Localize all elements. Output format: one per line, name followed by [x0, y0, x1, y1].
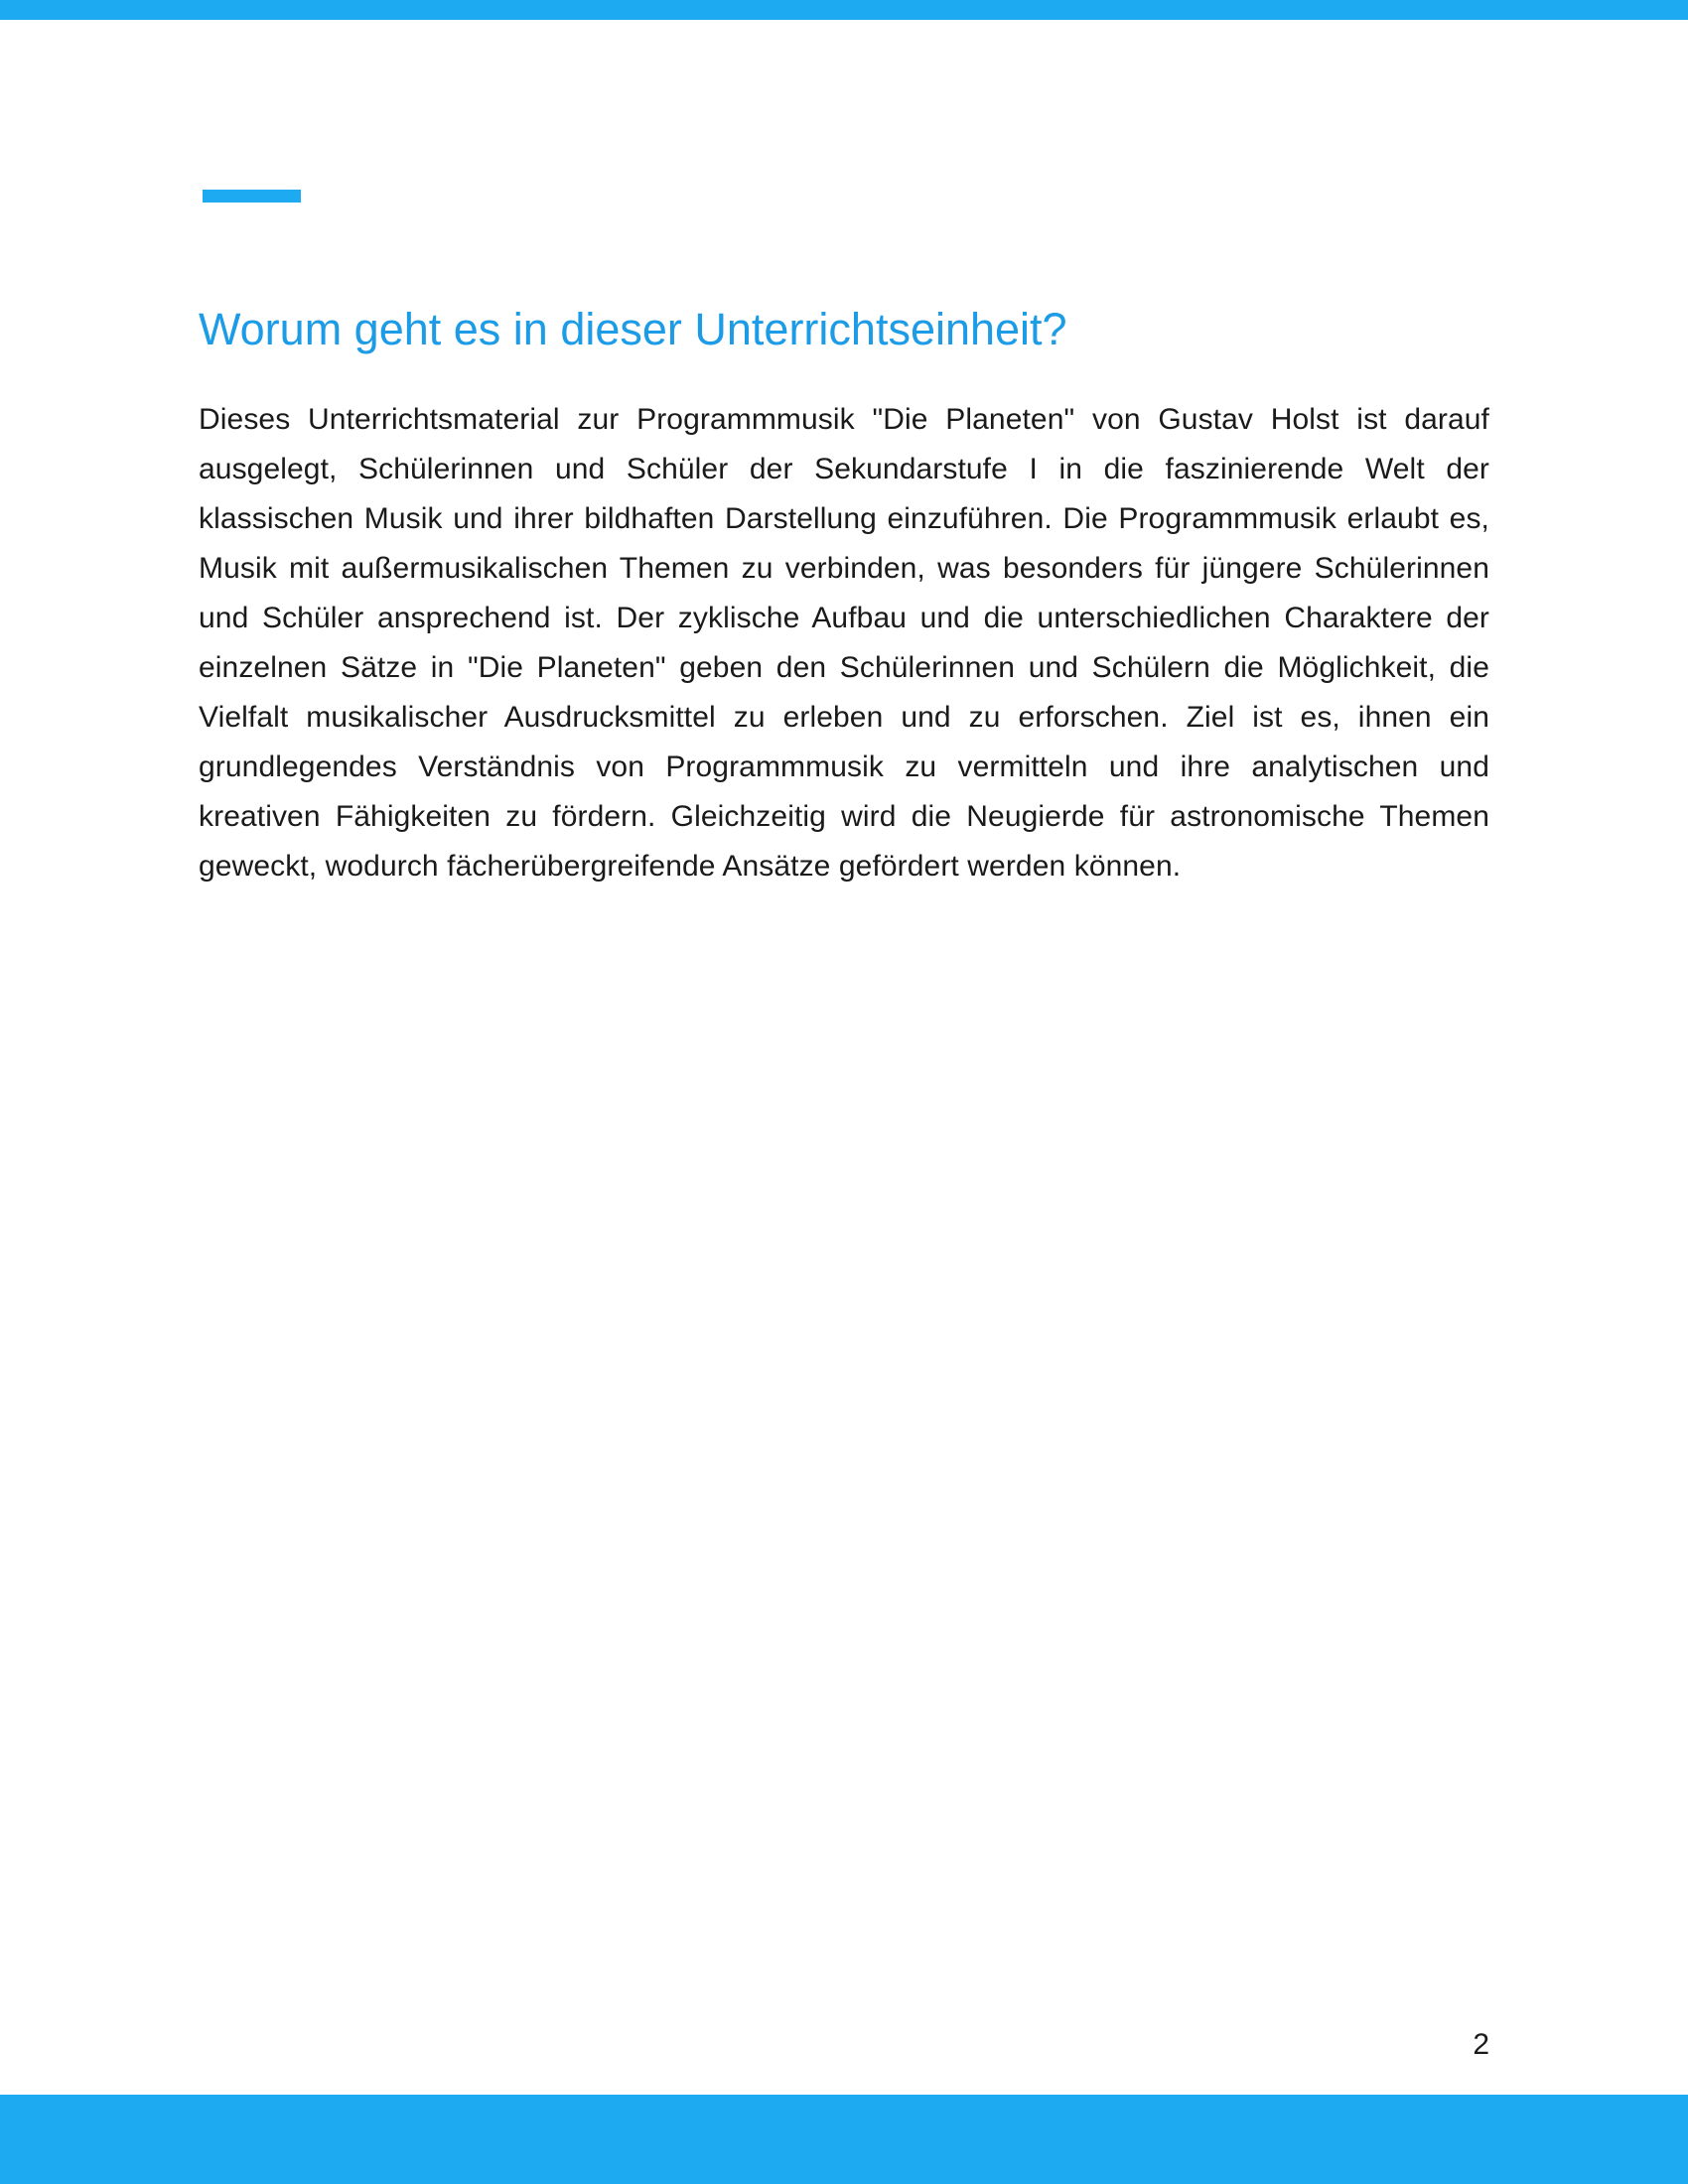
bottom-accent-bar	[0, 2095, 1688, 2184]
page-number: 2	[1473, 2028, 1489, 2061]
section-body-paragraph: Dieses Unterrichtsmaterial zur Programmmusik "Die Planeten" von Gustav Holst ist darauf ausgelegt, Schülerinnen und Schüler der Sekundarstufe I in die faszinierende Welt der klassischen Musik und ihrer bildhaften Darstellung einzuführen. Die Programmmusik erlaubt es, Musik mit außermusikalischen Themen zu verbinden, was besonders für jüngere Schülerinnen und Schüler ansprechend ist. Der zyklische Aufbau und die unterschiedlichen Charaktere der einzelnen Sätze in "Die Planeten" geben den Schülerinnen und Schülern die Möglichkeit, die Vielfalt musikalischer Ausdrucksmittel zu erleben und zu erforschen. Ziel ist es, ihnen ein grundlegendes Verständnis von Programmmusik zu vermitteln und ihre analytischen und kreativen Fähigkeiten zu fördern. Gleichzeitig wird die Neugierde für astronomische Themen geweckt, wodurch fächerübergreifende Ansätze gefördert werden können.	[199, 403, 1489, 883]
section-accent-dash	[203, 190, 301, 203]
top-accent-bar	[0, 0, 1688, 20]
section-heading: Worum geht es in dieser Unterrichtseinheit?	[199, 304, 1067, 354]
